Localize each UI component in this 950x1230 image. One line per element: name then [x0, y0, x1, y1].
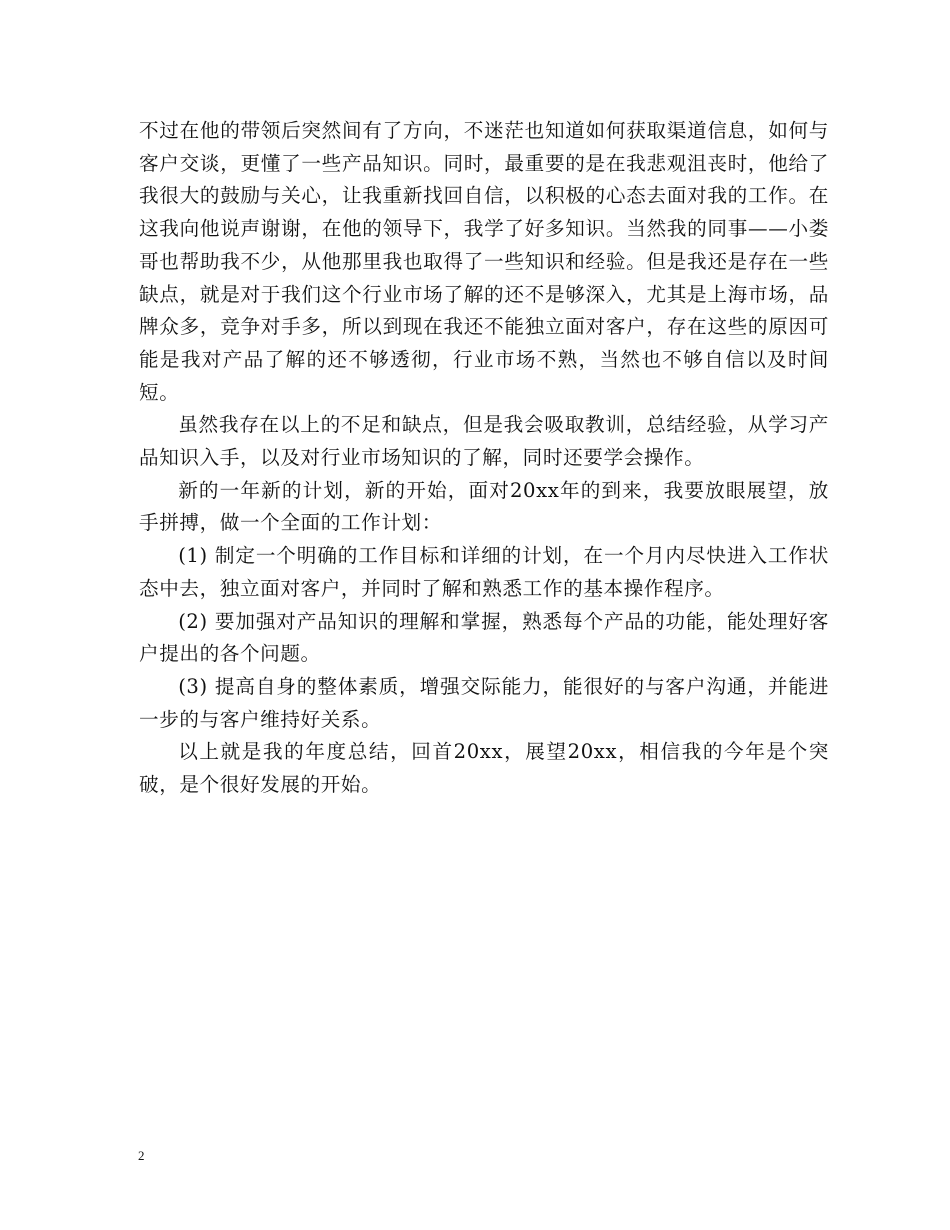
paragraph-conclusion: 以上就是我的年度总结，回首20xx，展望20xx，相信我的今年是个突破，是个很好发展的开始。 — [139, 740, 829, 797]
page-number: 2 — [138, 1148, 145, 1163]
paragraph-new-year-plan: 新的一年新的计划，新的开始，面对20xx年的到来，我要放眼展望，放手拼搏，做一个全面的工作计划： — [139, 478, 829, 535]
paragraph-shortcomings-response: 虽然我存在以上的不足和缺点，但是我会吸取教训，总结经验，从学习产品知识入手，以及对行业市场知识的了解，同时还要学会操作。 — [139, 413, 829, 470]
paragraph-continuation: 不过在他的带领后突然间有了方向，不迷茫也知道如何获取渠道信息，如何与客户交谈，更懂了一些产品知识。同时，最重要的是在我悲观沮丧时，他给了我很大的鼓励与关心，让我重新找回自信，以积极的心态去面对我的工作。在这我向他说声谢谢，在他的领导下，我学了好多知识。当然我的同事——小娄哥也帮助我不少，从他那里我也取得了一些知识和经验。但是我还是存在一些缺点，就是对于我们这个行业市场了解的还不是够深入，尤其是上海市场，品牌众多，竞争对手多，所以到现在我还不能独立面对客户，存在这些的原因可能是我对产品了解的还不够透彻，行业市场不熟，当然也不够自信以及时间短。 — [139, 119, 829, 404]
paragraph-plan-item-1: (1) 制定一个明确的工作目标和详细的计划，在一个月内尽快进入工作状态中去，独立面对客户，并同时了解和熟悉工作的基本操作程序。 — [139, 544, 829, 600]
document-body — [139, 115, 829, 802]
paragraph-plan-item-2: (2) 要加强对产品知识的理解和掌握，熟悉每个产品的功能，能处理好客户提出的各个问题。 — [139, 609, 829, 666]
paragraph-plan-item-3: (3) 提高自身的整体素质，增强交际能力，能很好的与客户沟通，并能进一步的与客户维持好关系。 — [139, 674, 829, 731]
